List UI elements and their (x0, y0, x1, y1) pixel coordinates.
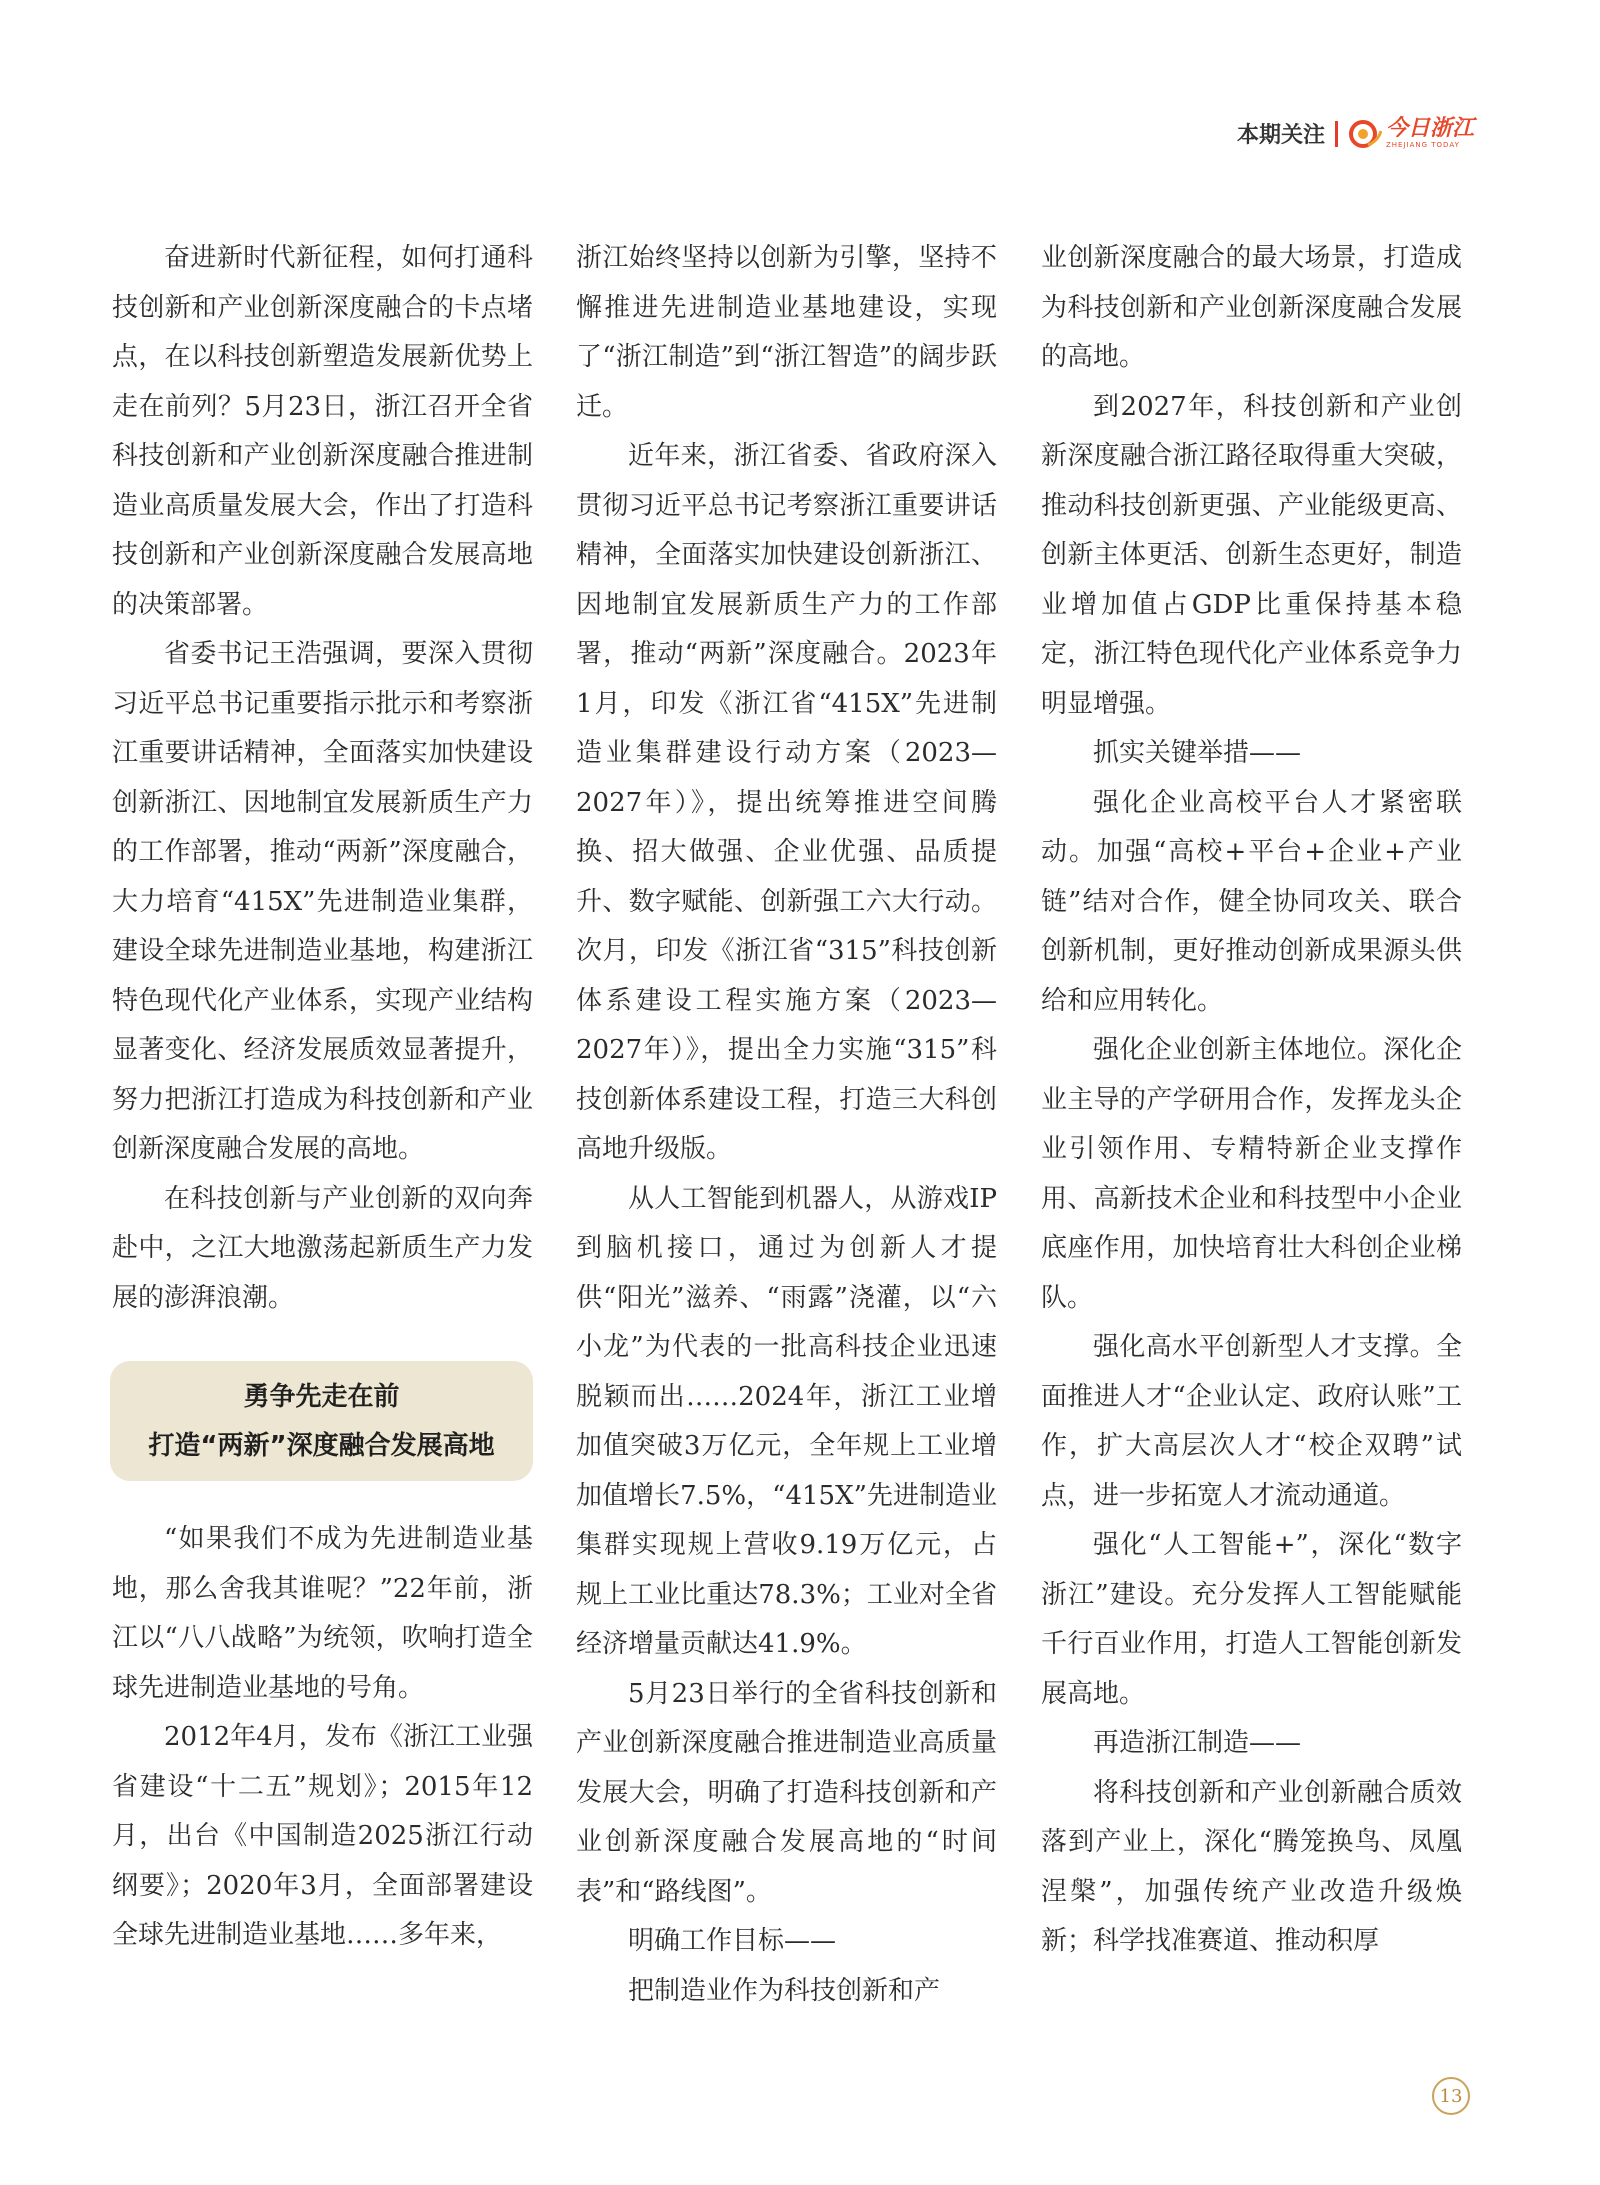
paragraph: 强化企业高校平台人才紧密联动。加强“高校+平台+企业+产业链”结对合作，健全协同攻关、联合创新机制，更好推动创新成果源头供给和应用转化。 (1041, 787, 1462, 1016)
paragraph: 强化高水平创新型人才支撑。全面推进人才“企业认定、政府认账”工作，扩大高层次人才“校企双聘”试点，进一步拓宽人才流动通道。 (1041, 1332, 1462, 1511)
paragraph: “如果我们不成为先进制造业基地，那么舍我其谁呢？”22年前，浙江以“八八战略”为统领，吹响打造全球先进制造业基地的号角。 (112, 1524, 533, 1703)
paragraph: 强化“人工智能+”，深化“数字浙江”建设。充分发挥人工智能赋能千行百业作用，打造人工智能创新发展高地。 (1041, 1530, 1462, 1709)
section-heading-line-2: 打造“两新”深度融合发展高地 (148, 1431, 495, 1461)
paragraph: 把制造业作为科技创新和产 (628, 1975, 941, 2006)
sub-heading: 抓实关键举措—— (1093, 738, 1302, 768)
paragraph: 2012年4月，发布《浙江工业强省建设“十二五”规划》；2015年12月，出台《中国制造2025浙江行动纲要》；2020年3月，全面部署建设全球先进制造业基地……多年来， (112, 1722, 533, 1950)
section-heading-box (110, 1361, 533, 1481)
page-number: 13 (1432, 2077, 1470, 2115)
paragraph: 浙江始终坚持以创新为引擎，坚持不懈推进先进制造业基地建设，实现了“浙江制造”到“浙江智造”的阔步跃迁。 (576, 243, 997, 422)
paragraph: 奋进新时代新征程，如何打通科技创新和产业创新深度融合的卡点堵点，在以科技创新塑造发展新优势上走在前列？5月23日，浙江召开全省科技创新和产业创新深度融合推进制造业高质量发展大会，作出了打造科技创新和产业创新深度融合发展高地的决策部署。 (112, 243, 533, 620)
column-2 (576, 234, 997, 2016)
paragraph: 在科技创新与产业创新的双向奔赴中，之江大地激荡起新质生产力发展的澎湃浪潮。 (112, 1183, 533, 1313)
sun-logo-icon (1348, 119, 1382, 149)
sub-heading: 明确工作目标—— (628, 1926, 837, 1956)
page-header (1237, 118, 1474, 149)
paragraph: 从人工智能到机器人，从游戏IP到脑机接口，通过为创新人才提供“阳光”滋养、“雨露”浇灌，以“六小龙”为代表的一批高科技企业迅速脱颖而出……2024年，浙江工业增加值突破3万亿元，全年规上工业增加值增长7.5%，“415X”先进制造业集群实现规上营收9.19万亿元，占规上工业比重达78.3%；工业对全省经济增量贡献达41.9%。 (576, 1183, 997, 1659)
paragraph: 近年来，浙江省委、省政府深入贯彻习近平总书记考察浙江重要讲话精神，全面落实加快建设创新浙江、因地制宜发展新质生产力的工作部署，推动“两新”深度融合。2023年1月，印发《浙江省“415X”先进制造业集群建设行动方案（2023—2027年）》，提出统筹推进空间腾换、招大做强、企业优强、品质提升、数字赋能、创新强工六大行动。次月，印发《浙江省“315”科技创新体系建设工程实施方案（2023—2027年）》，提出全力实施“315”科技创新体系建设工程，打造三大科创高地升级版。 (576, 441, 997, 1164)
paragraph: 到2027年，科技创新和产业创新深度融合浙江路径取得重大突破，推动科技创新更强、产业能级更高、创新主体更活、创新生态更好，制造业增加值占GDP比重保持基本稳定，浙江特色现代化产业体系竞争力明显增强。 (1041, 391, 1462, 719)
paragraph: 强化企业创新主体地位。深化企业主导的产学研用合作，发挥龙头企业引领作用、专精特新企业支撑作用、高新技术企业和科技型中小企业底座作用，加快培育壮大科创企业梯队。 (1041, 1035, 1462, 1313)
header-divider (1335, 121, 1338, 147)
logo-text-en: ZHEJIANG TODAY (1385, 141, 1460, 149)
paragraph: 业创新深度融合的最大场景，打造成为科技创新和产业创新深度融合发展的高地。 (1041, 243, 1462, 372)
column-1 (112, 234, 533, 1961)
column-3 (1041, 234, 1462, 1967)
logo-text-cn: 今日浙江 (1385, 116, 1474, 141)
sub-heading: 再造浙江制造—— (1093, 1728, 1302, 1758)
magazine-logo (1348, 118, 1474, 149)
paragraph: 5月23日举行的全省科技创新和产业创新深度融合推进制造业高质量发展大会，明确了打造科技创新和产业创新深度融合发展高地的“时间表”和“路线图”。 (576, 1678, 997, 1907)
paragraph: 将科技创新和产业创新融合质效落到产业上，深化“腾笼换鸟、凤凰涅槃”，加强传统产业改造升级焕新；科学找准赛道、推动积厚 (1041, 1777, 1462, 1956)
section-label: 本期关注 (1236, 123, 1325, 148)
section-heading-line-1: 勇争先走在前 (243, 1382, 400, 1412)
paragraph: 省委书记王浩强调，要深入贯彻习近平总书记重要指示批示和考察浙江重要讲话精神，全面落实加快建设创新浙江、因地制宜发展新质生产力的工作部署，推动“两新”深度融合，大力培育“415X”先进制造业集群，建设全球先进制造业基地，构建浙江特色现代化产业体系，实现产业结构显著变化、经济发展质效显著提升，努力把浙江打造成为科技创新和产业创新深度融合发展的高地。 (112, 639, 533, 1164)
